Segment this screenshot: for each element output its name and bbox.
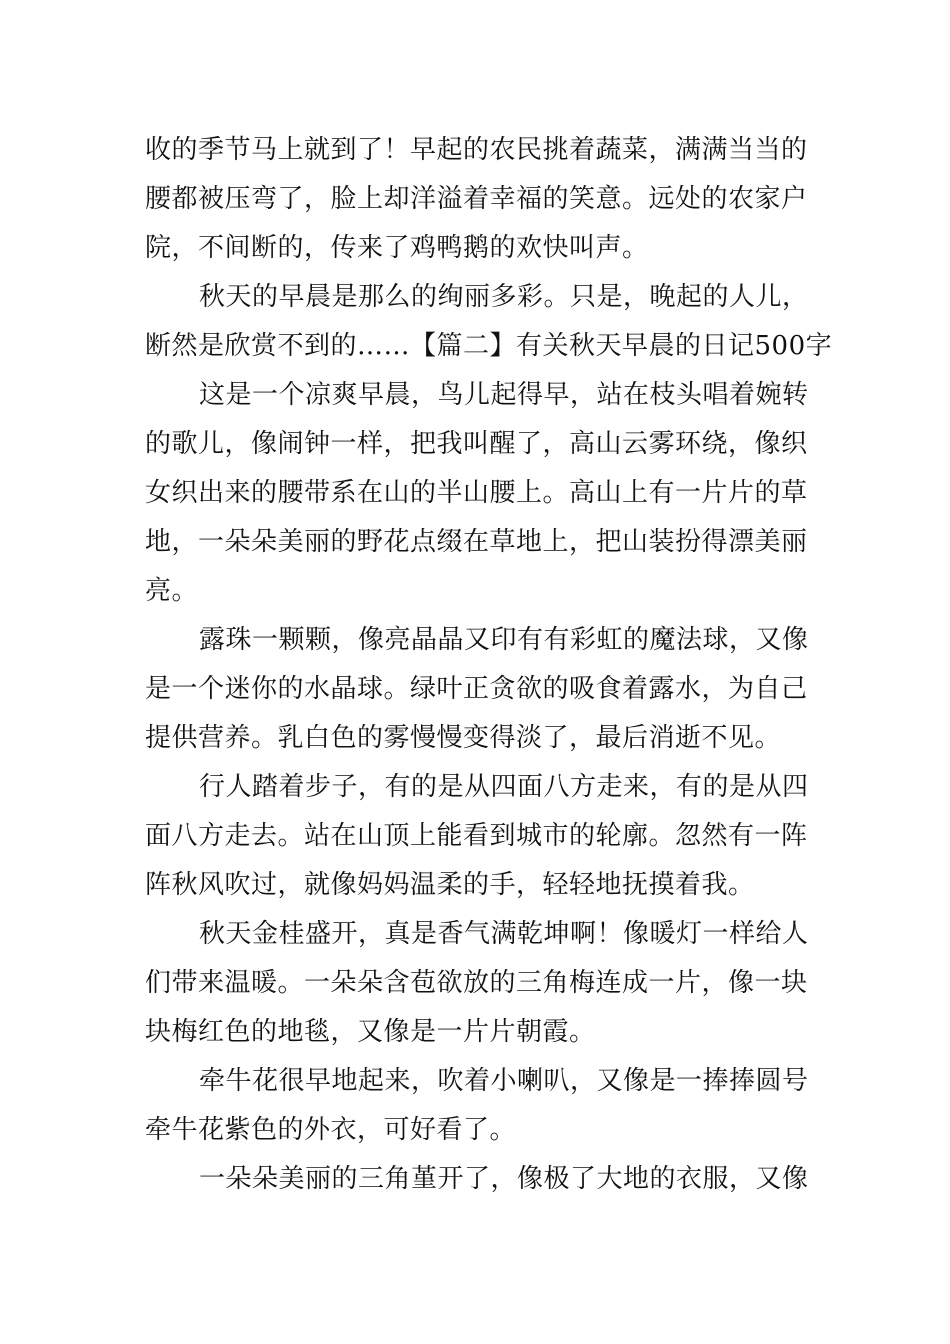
paragraph: [145, 273, 833, 371]
text-line: 这是一个凉爽早晨，鸟儿起得早，站在枝头唱着婉转: [199, 380, 809, 410]
paragraph: [145, 371, 809, 616]
body-text: [145, 126, 833, 1204]
text-line: 的歌儿，像闹钟一样，把我叫醒了，高山云雾环绕，像织: [145, 429, 808, 459]
text-line: 块梅红色的地毯，又像是一片片朝霞。: [145, 1017, 596, 1047]
text-line: 提供营养。乳白色的雾慢慢变得淡了，最后消逝不见。: [145, 723, 782, 753]
text-line: 阵秋风吹过，就像妈妈温柔的手，轻轻地抚摸着我。: [145, 870, 755, 900]
text-line: 女织出来的腰带系在山的半山腰上。高山上有一片片的草: [145, 478, 808, 508]
paragraph: [145, 1155, 809, 1204]
text-line: 们带来温暖。一朵朵含苞欲放的三角梅连成一片，像一块: [145, 968, 808, 998]
text-line: 秋天金桂盛开，真是香气满乾坤啊！像暖灯一样给人: [199, 919, 809, 949]
text-line: 牵牛花紫色的外衣，可好看了。: [145, 1115, 517, 1145]
text-line: 院，不间断的，传来了鸡鸭鹅的欢快叫声。: [145, 233, 649, 263]
text-line: 面八方走去。站在山顶上能看到城市的轮廓。忽然有一阵: [145, 821, 808, 851]
text-line: 腰都被压弯了，脸上却洋溢着幸福的笑意。远处的农家户: [145, 184, 808, 214]
text-line: 是一个迷你的水晶球。绿叶正贪欲的吸食着露水，为自己: [145, 674, 808, 704]
paragraph: [145, 126, 808, 273]
text-line: 亮。: [145, 576, 199, 606]
paragraph: [145, 910, 809, 1057]
text-line: 一朵朵美丽的三角堇开了，像极了大地的衣服，又像: [199, 1164, 809, 1194]
paragraph: [145, 616, 809, 763]
text-line: 地，一朵朵美丽的野花点缀在草地上，把山装扮得漂美丽: [145, 527, 808, 557]
paragraph: [145, 1057, 809, 1155]
paragraph: [145, 763, 809, 910]
text-line: 行人踏着步子，有的是从四面八方走来，有的是从四: [199, 772, 809, 802]
text-line: 断然是欣赏不到的……【篇二】有关秋天早晨的日记500字: [145, 331, 833, 361]
text-line: 露珠一颗颗，像亮晶晶又印有有彩虹的魔法球，又像: [199, 625, 809, 655]
text-line: 收的季节马上就到了！早起的农民挑着蔬菜，满满当当的: [145, 135, 808, 165]
text-line: 牵牛花很早地起来，吹着小喇叭，又像是一捧捧圆号: [199, 1066, 809, 1096]
text-line: 秋天的早晨是那么的绚丽多彩。只是，晚起的人儿，: [199, 282, 809, 312]
